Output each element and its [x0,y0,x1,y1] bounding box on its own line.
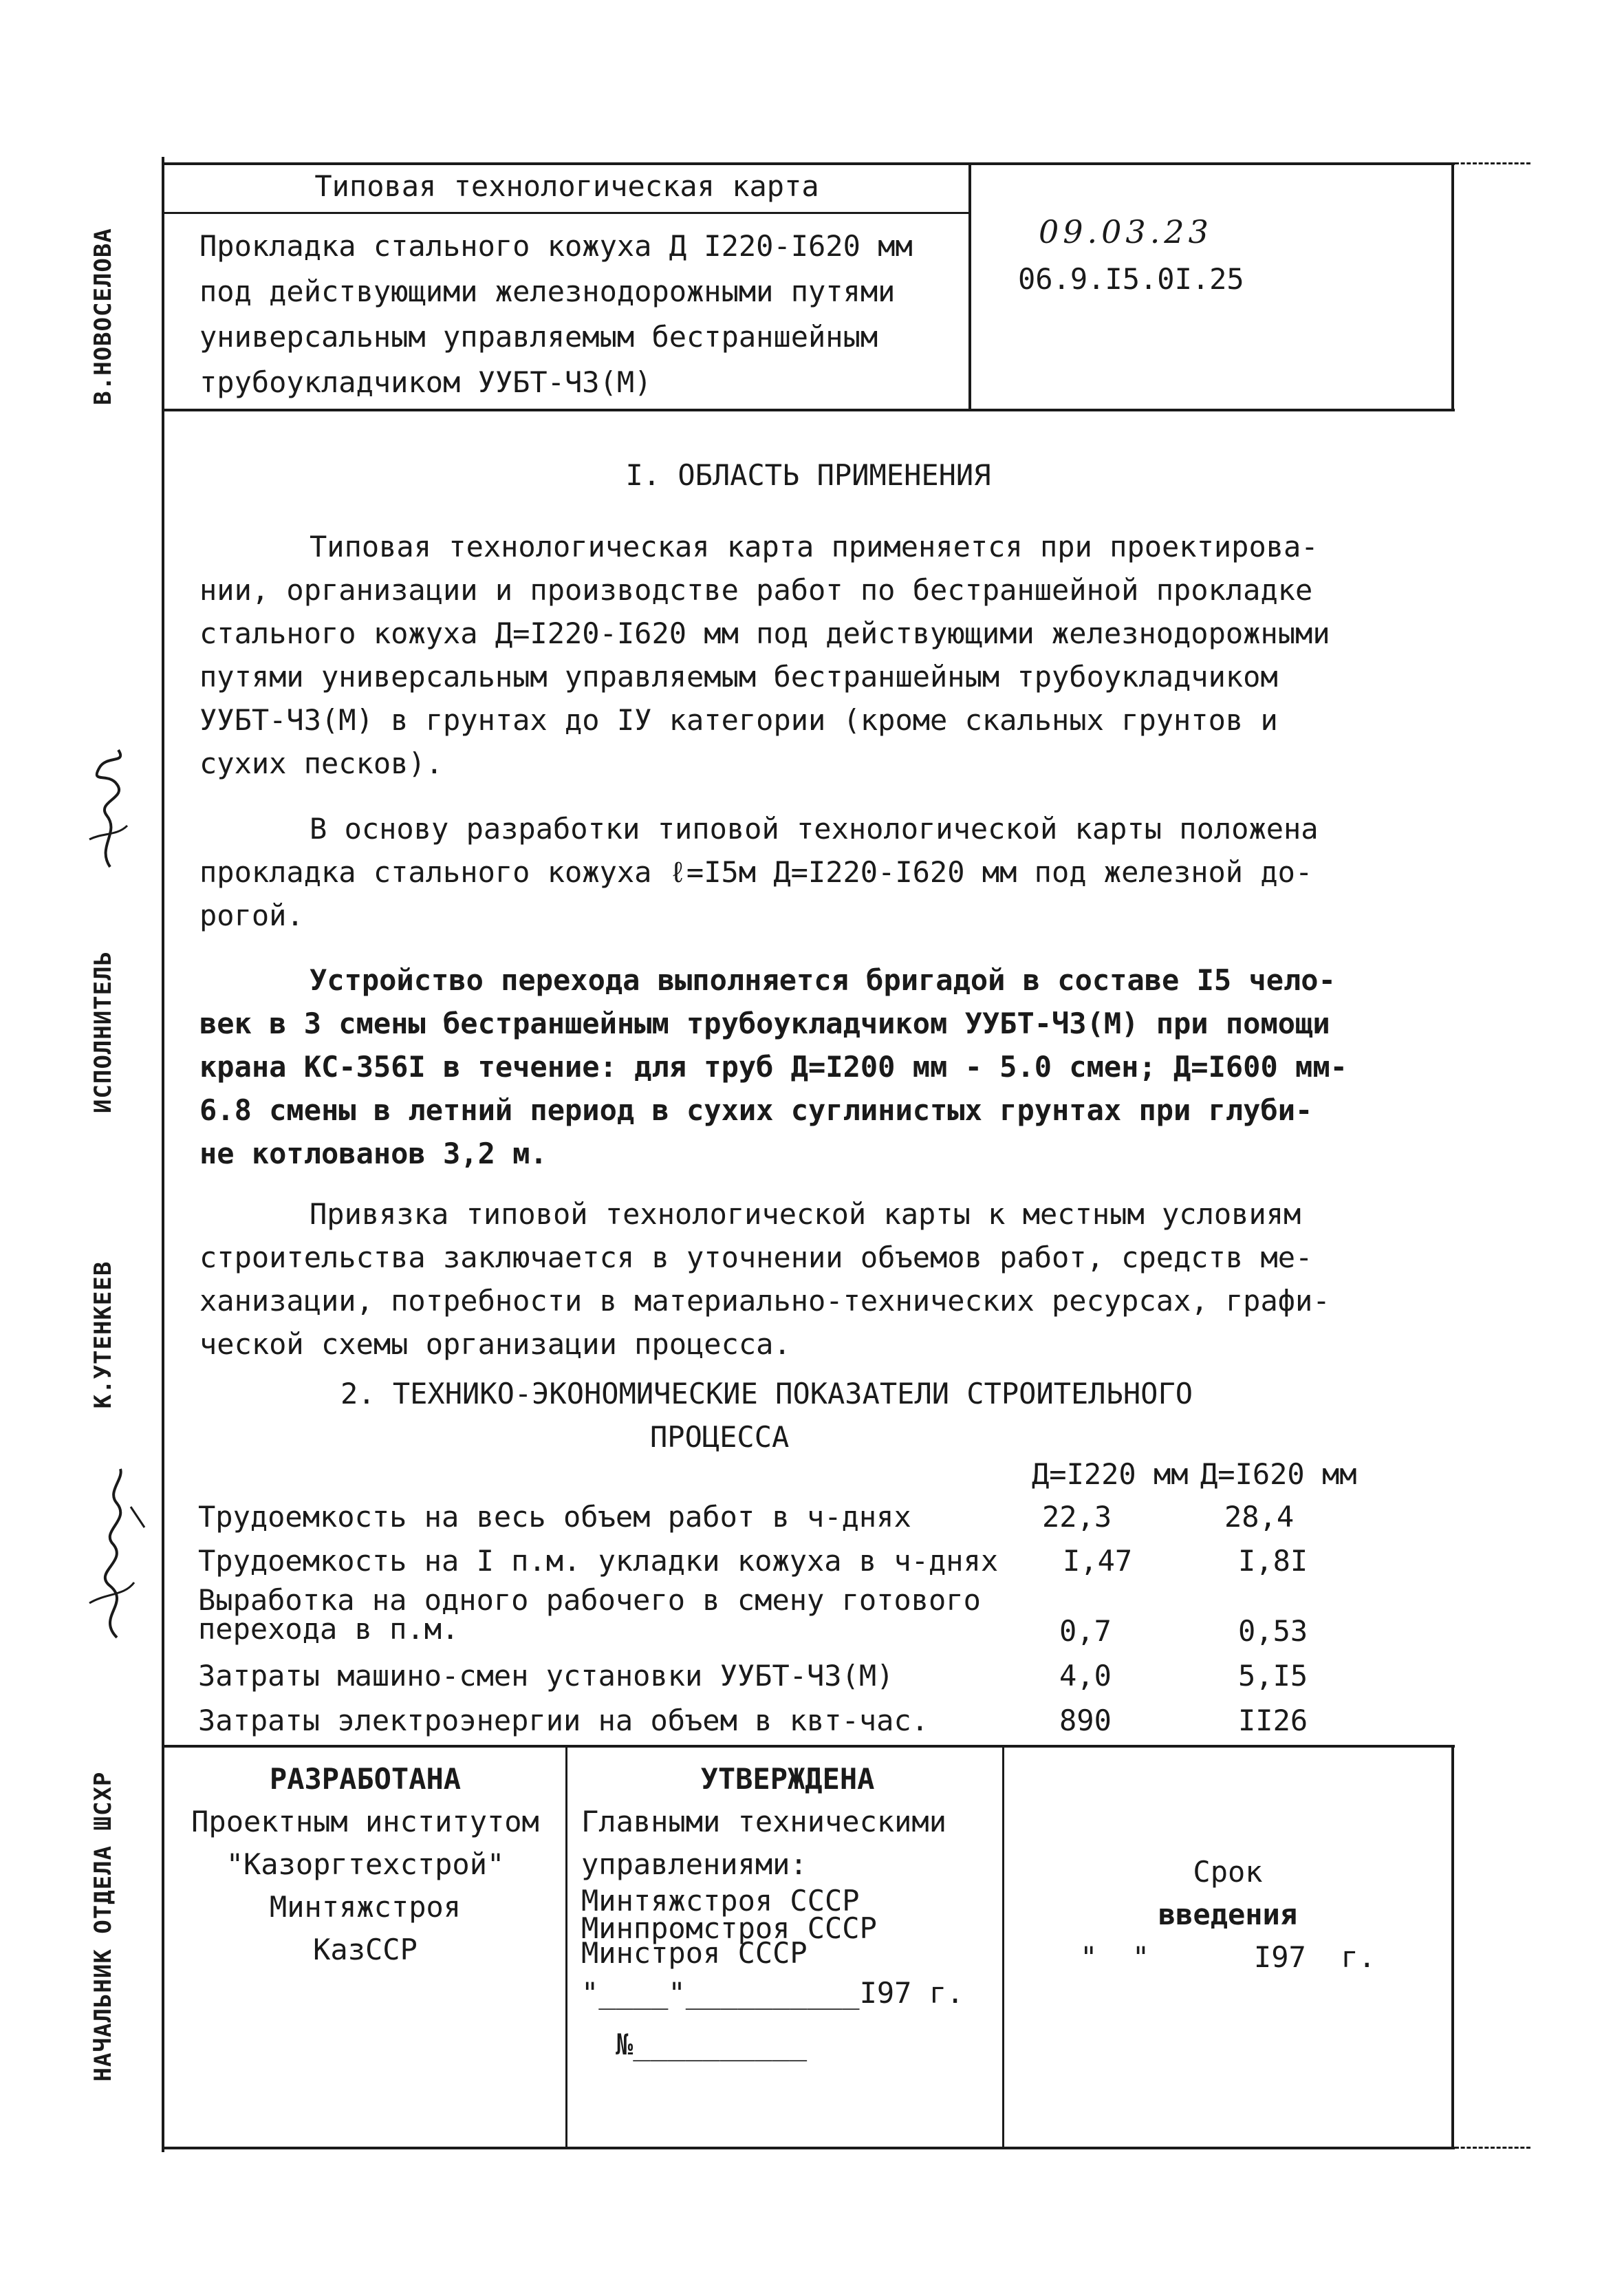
header-divider-line [968,162,971,410]
section2-heading-line1: 2. ТЕХНИКО-ЭКОНОМИЧЕСКИЕ ПОКАЗАТЕЛИ СТРОИТЕЛЬНОГО [340,1377,1193,1410]
column-header-d1220: Д=I220 мм [1032,1457,1189,1491]
section1-paragraph-2 [199,807,1396,937]
developed-title: РАЗРАБОТАНА [269,1762,462,1796]
indicator-value-d1220: 22,3 [1042,1500,1112,1534]
header-top-dash [1455,162,1530,164]
signature-head [69,1466,151,1644]
text-line: Типовая технологическая карта применяется при проектирова- [310,530,1319,563]
indicator-value-d1220: 890 [1059,1704,1112,1737]
section1-heading: I. ОБЛАСТЬ ПРИМЕНЕНИЯ [625,458,991,492]
indicator-value-d1620: 5,I5 [1238,1659,1308,1693]
text-line: Привязка типовой технологической карты к местным условиям [310,1197,1301,1231]
header-bottom-line [162,409,1455,411]
text-line: стального кожуха Д=I220-I620 мм под действующими железнодорожными [199,616,1330,650]
text-line: век в 3 смены бестраншейным трубоукладчиком УУБТ-ЧЗ(М) при помощи [199,1007,1330,1040]
footer-bottom-line [162,2147,1455,2149]
column-header-d1620: Д=I620 мм [1200,1457,1357,1491]
header-title-line: Прокладка стального кожуха Д I220-I620 мм [199,229,913,263]
section1-paragraph-4 [199,1192,1396,1366]
indicator-value-d1220: I,47 [1063,1544,1133,1578]
footer-approved [581,1758,994,2069]
footer-top-line [162,1745,1455,1748]
side-label-author: В.НОВОСЕЛОВА [89,228,117,405]
section1-paragraph-3 [199,958,1396,1175]
approved-title: УТВЕРЖДЕНА [700,1762,875,1796]
indicator-label: Затраты машино-смен установки УУБТ-ЧЗ(М) [198,1659,894,1693]
text-line: крана КС-356I в течение: для труб Д=I200 мм - 5.0 смен; Д=I600 мм- [199,1050,1347,1084]
approved-line: Минтяжстроя СССР [581,1884,860,1918]
footer-divider-1 [565,1745,567,2147]
header-title-line: трубоукладчиком УУБТ-ЧЗ(М) [199,365,652,399]
text-line: ханизации, потребности в материально-технических ресурсах, графи- [199,1284,1330,1318]
header-title-line: универсальным управляемым бестраншейным [199,320,878,354]
indicator-value-d1220: 0,7 [1059,1614,1112,1648]
indicator-label: Выработка на одного рабочего в смену готового [198,1583,981,1617]
header-inner-line [162,212,970,214]
text-line: прокладка стального кожуха ℓ=I5м Д=I220-I620 мм под железной до- [199,855,1313,889]
text-line: Устройство перехода выполняется бригадой в составе I5 чело- [310,963,1336,997]
text-line: нии, организации и производстве работ по бестраншейной прокладке [199,573,1313,607]
header-title [199,224,913,405]
section1-paragraph-1 [199,525,1396,785]
term-line: введения [1158,1898,1298,1931]
text-line: В основу разработки типовой технологической карты положена [310,812,1319,846]
indicator-value-d1220: 4,0 [1059,1659,1112,1693]
developed-line: Минтяжстроя [269,1890,462,1924]
header-right-line [1451,162,1454,410]
side-label-head: НАЧАЛЬНИК ОТДЕЛА ШСХР [89,1771,117,2082]
section2-heading-line2: ПРОЦЕССА [650,1420,790,1454]
footer-bottom-dash [1455,2147,1530,2149]
side-label-executor: ИСПОЛНИТЕЛЬ [89,950,117,1114]
indicator-label: Затраты электроэнергии на объем в квт-час. [198,1704,929,1737]
indicator-value-d1620: 28,4 [1224,1500,1295,1534]
text-line: 6.8 смены в летний период в сухих суглинистых грунтах при глуби- [199,1093,1313,1127]
term-line: Срок [1193,1855,1263,1889]
footer-developed [165,1758,565,1971]
indicator-value-d1620: 0,53 [1238,1614,1308,1648]
side-label-checker: К.УТЕНКЕЕВ [89,1260,117,1409]
text-line: сухих песков). [199,747,444,780]
indicator-value-d1620: I,8I [1238,1544,1308,1578]
frame-left-line [162,157,164,2152]
indicator-label: Трудоемкость на весь объем работ в ч-днях [198,1500,911,1534]
developed-line: "Казоргтехстрой" [226,1847,505,1881]
footer-right-line [1451,1745,1454,2147]
card-type: Типовая технологическая карта [314,169,819,203]
footer-term [1004,1851,1451,1979]
approved-line: управлениями: [581,1847,808,1881]
text-line: строительства заключается в уточнении объемов работ, средств ме- [199,1241,1313,1274]
indicator-label-continued: перехода в п.м. [198,1612,459,1646]
text-line: ческой схемы организации процесса. [199,1327,791,1361]
developed-line: Проектным институтом [191,1805,539,1838]
approved-line: Минпромстроя СССР [581,1911,877,1945]
text-line: путями универсальным управляемым бестраншейным трубоукладчиком [199,660,1278,694]
indicator-value-d1620: II26 [1238,1704,1308,1737]
indicator-label: Трудоемкость на I п.м. укладки кожуха в ч-днях [198,1544,999,1578]
developed-line: КазССР [313,1933,418,1966]
text-line: рогой. [199,899,304,932]
approved-date: "____"__________I97 г. [581,1976,964,2010]
text-line: УУБТ-ЧЗ(М) в грунтах до IУ категории (кроме скальных грунтов и [199,703,1278,737]
doc-code: 06.9.I5.0I.25 [1018,262,1244,296]
term-date: " " I97 г. [1080,1940,1376,1974]
signature-executor [69,736,144,874]
doc-code-handwritten: 09.03.23 [1039,213,1213,250]
header-title-line: под действующими железнодорожными путями [199,275,896,308]
approved-line: Главными техническими [581,1805,947,1838]
approved-line: Минстроя СССР [581,1936,808,1970]
text-line: не котлованов 3,2 м. [199,1137,548,1170]
approved-number: №__________ [616,2028,808,2061]
